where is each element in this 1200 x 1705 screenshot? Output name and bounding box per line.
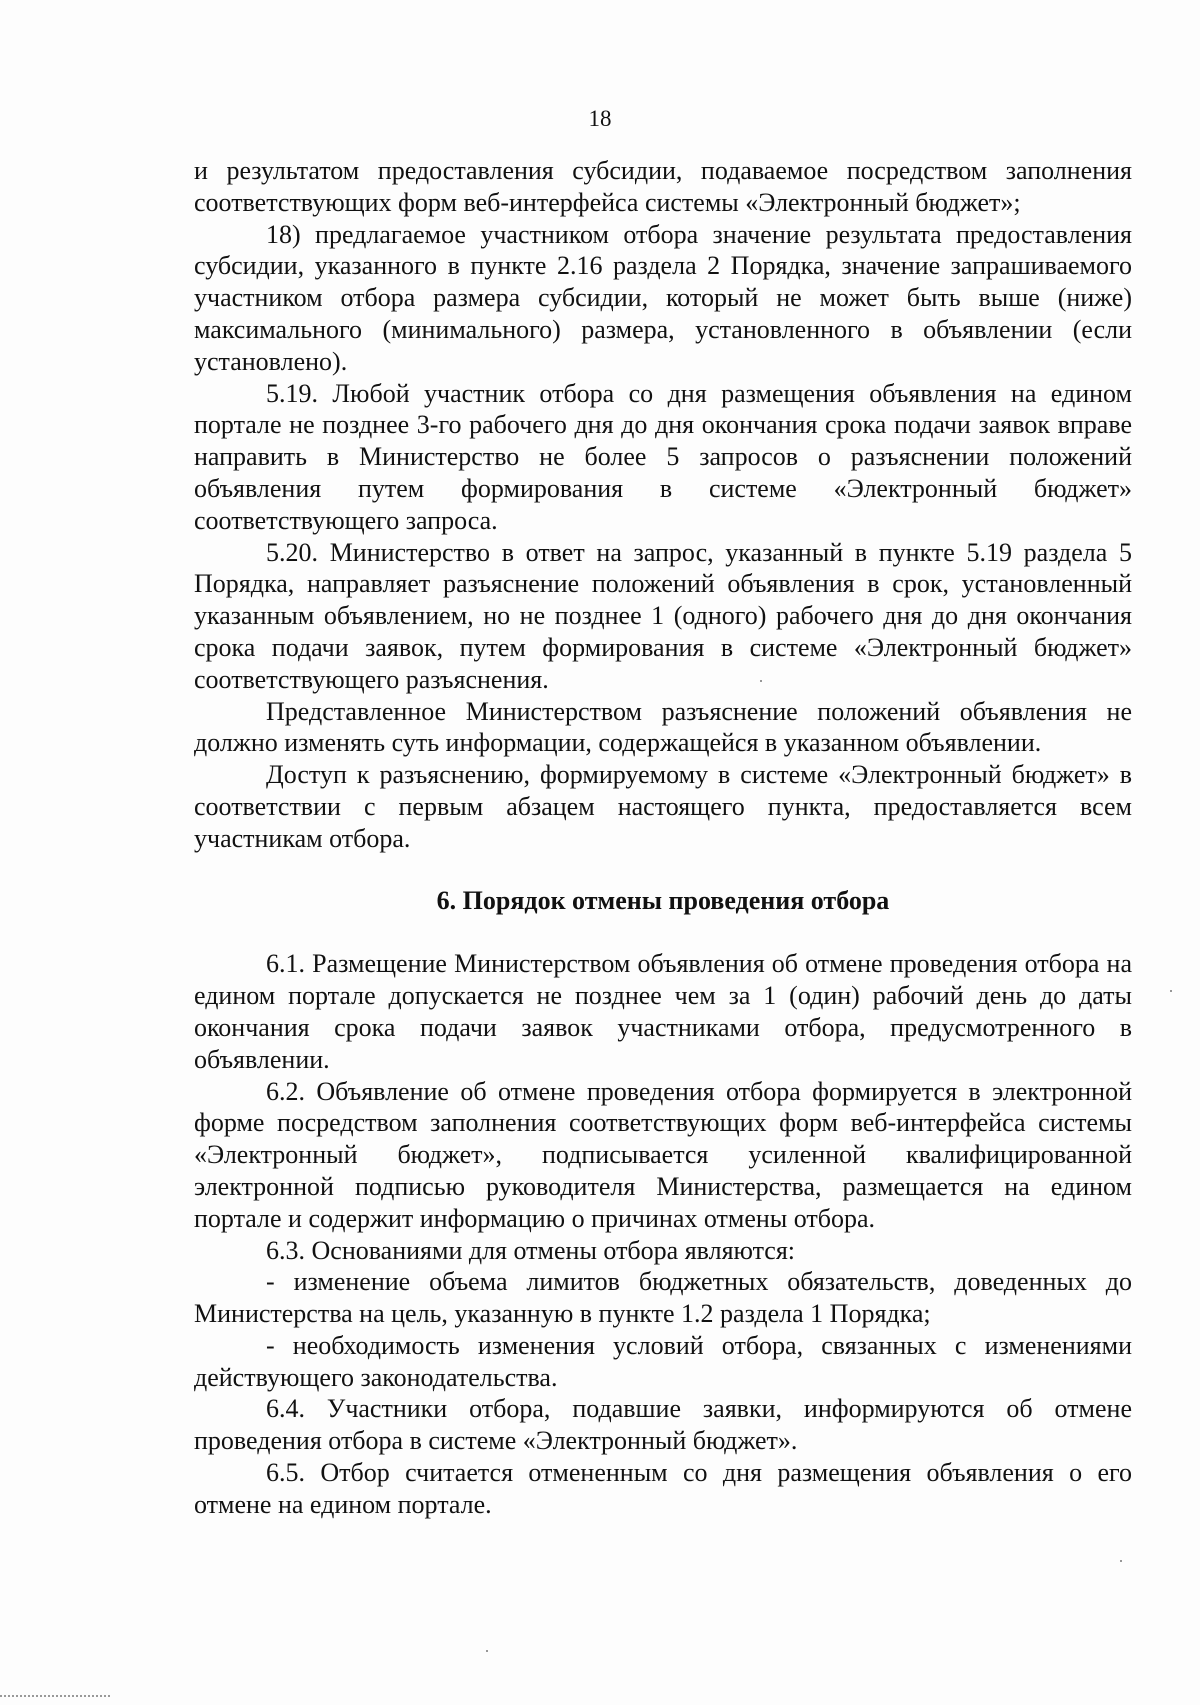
paragraph-6-3-item-2: - необходимость изменения условий отбора, связанных с изменениями действующего законодательства. xyxy=(194,1330,1132,1392)
paragraph-clarification-content: Представленное Министерством разъяснение положений объявления не должно изменять суть информации, содержащейся в указанном объявлении. xyxy=(194,696,1132,758)
scan-speck xyxy=(760,680,762,682)
paragraph-6-5: 6.5. Отбор считается отмененным со дня размещения объявления о его отмене на едином портале. xyxy=(194,1458,1132,1519)
scan-speck xyxy=(1120,1560,1122,1562)
paragraph-5-20: 5.20. Министерство в ответ на запрос, указанный в пункте 5.19 раздела 5 Порядка, направляет разъяснение положений объявления в срок, установленный указанным объявлением, но не позднее 1 (одного) рабочего дня до дня окончания срока подачи заявок, путем формирования в системе «Электронный бюджет» соответствующего разъяснения. xyxy=(194,537,1132,694)
page-number: 18 xyxy=(588,106,612,131)
paragraph-continuation: и результатом предоставления субсидии, подаваемое посредством заполнения соответствующих форм веб-интерфейса системы «Электронный бюджет»; xyxy=(194,156,1132,217)
paragraph-6-4: 6.4. Участники отбора, подавшие заявки, информируются об отмене проведения отбора в системе «Электронный бюджет». xyxy=(194,1394,1132,1456)
paragraph-6-3: 6.3. Основаниями для отмены отбора являются: xyxy=(266,1235,796,1265)
document-body xyxy=(194,155,1132,1521)
paragraph-6-1: 6.1. Размещение Министерством объявления об отмене проведения отбора на едином портале допускается не позднее чем за 1 (один) рабочий день до даты окончания срока подачи заявок участниками отбора, предусмотренного в объявлении. xyxy=(194,949,1132,1074)
scan-speck xyxy=(486,1650,488,1652)
paragraph-clarification-access: Доступ к разъяснению, формируемому в системе «Электронный бюджет» в соответствии с первым абзацем настоящего пункта, предоставляется всем участникам отбора. xyxy=(194,760,1132,853)
paragraph-6-2: 6.2. Объявление об отмене проведения отбора формируется в электронной форме посредством заполнения соответствующих форм веб-интерфейса системы «Электронный бюджет», подписывается усиленной квалифицированной электронной подписью руководителя Министерства, размещается на едином портале и содержит информацию о причинах отмены отбора. xyxy=(194,1076,1132,1233)
scan-edge-mark xyxy=(0,1695,110,1705)
paragraph-item-18: 18) предлагаемое участником отбора значение результата предоставления субсидии, указанного в пункте 2.16 раздела 2 Порядка, значение запрашиваемого участником отбора размера субсидии, который не может быть выше (ниже) максимального (минимального) размера, установленного в объявлении (если установлено). xyxy=(194,219,1132,376)
section-heading: 6. Порядок отмены проведения отбора xyxy=(436,885,890,915)
scan-speck xyxy=(1170,990,1172,992)
paragraph-5-19: 5.19. Любой участник отбора со дня размещения объявления на едином портале не позднее 3-го рабочего дня до дня окончания срока подачи заявок вправе направить в Министерство не более 5 запросов о разъяснении положений объявления путем формирования в системе «Электронный бюджет» соответствующего запроса. xyxy=(194,378,1132,535)
paragraph-6-3-item-1: - изменение объема лимитов бюджетных обязательств, доведенных до Министерства на цель, указанную в пункте 1.2 раздела 1 Порядка; xyxy=(194,1267,1132,1329)
